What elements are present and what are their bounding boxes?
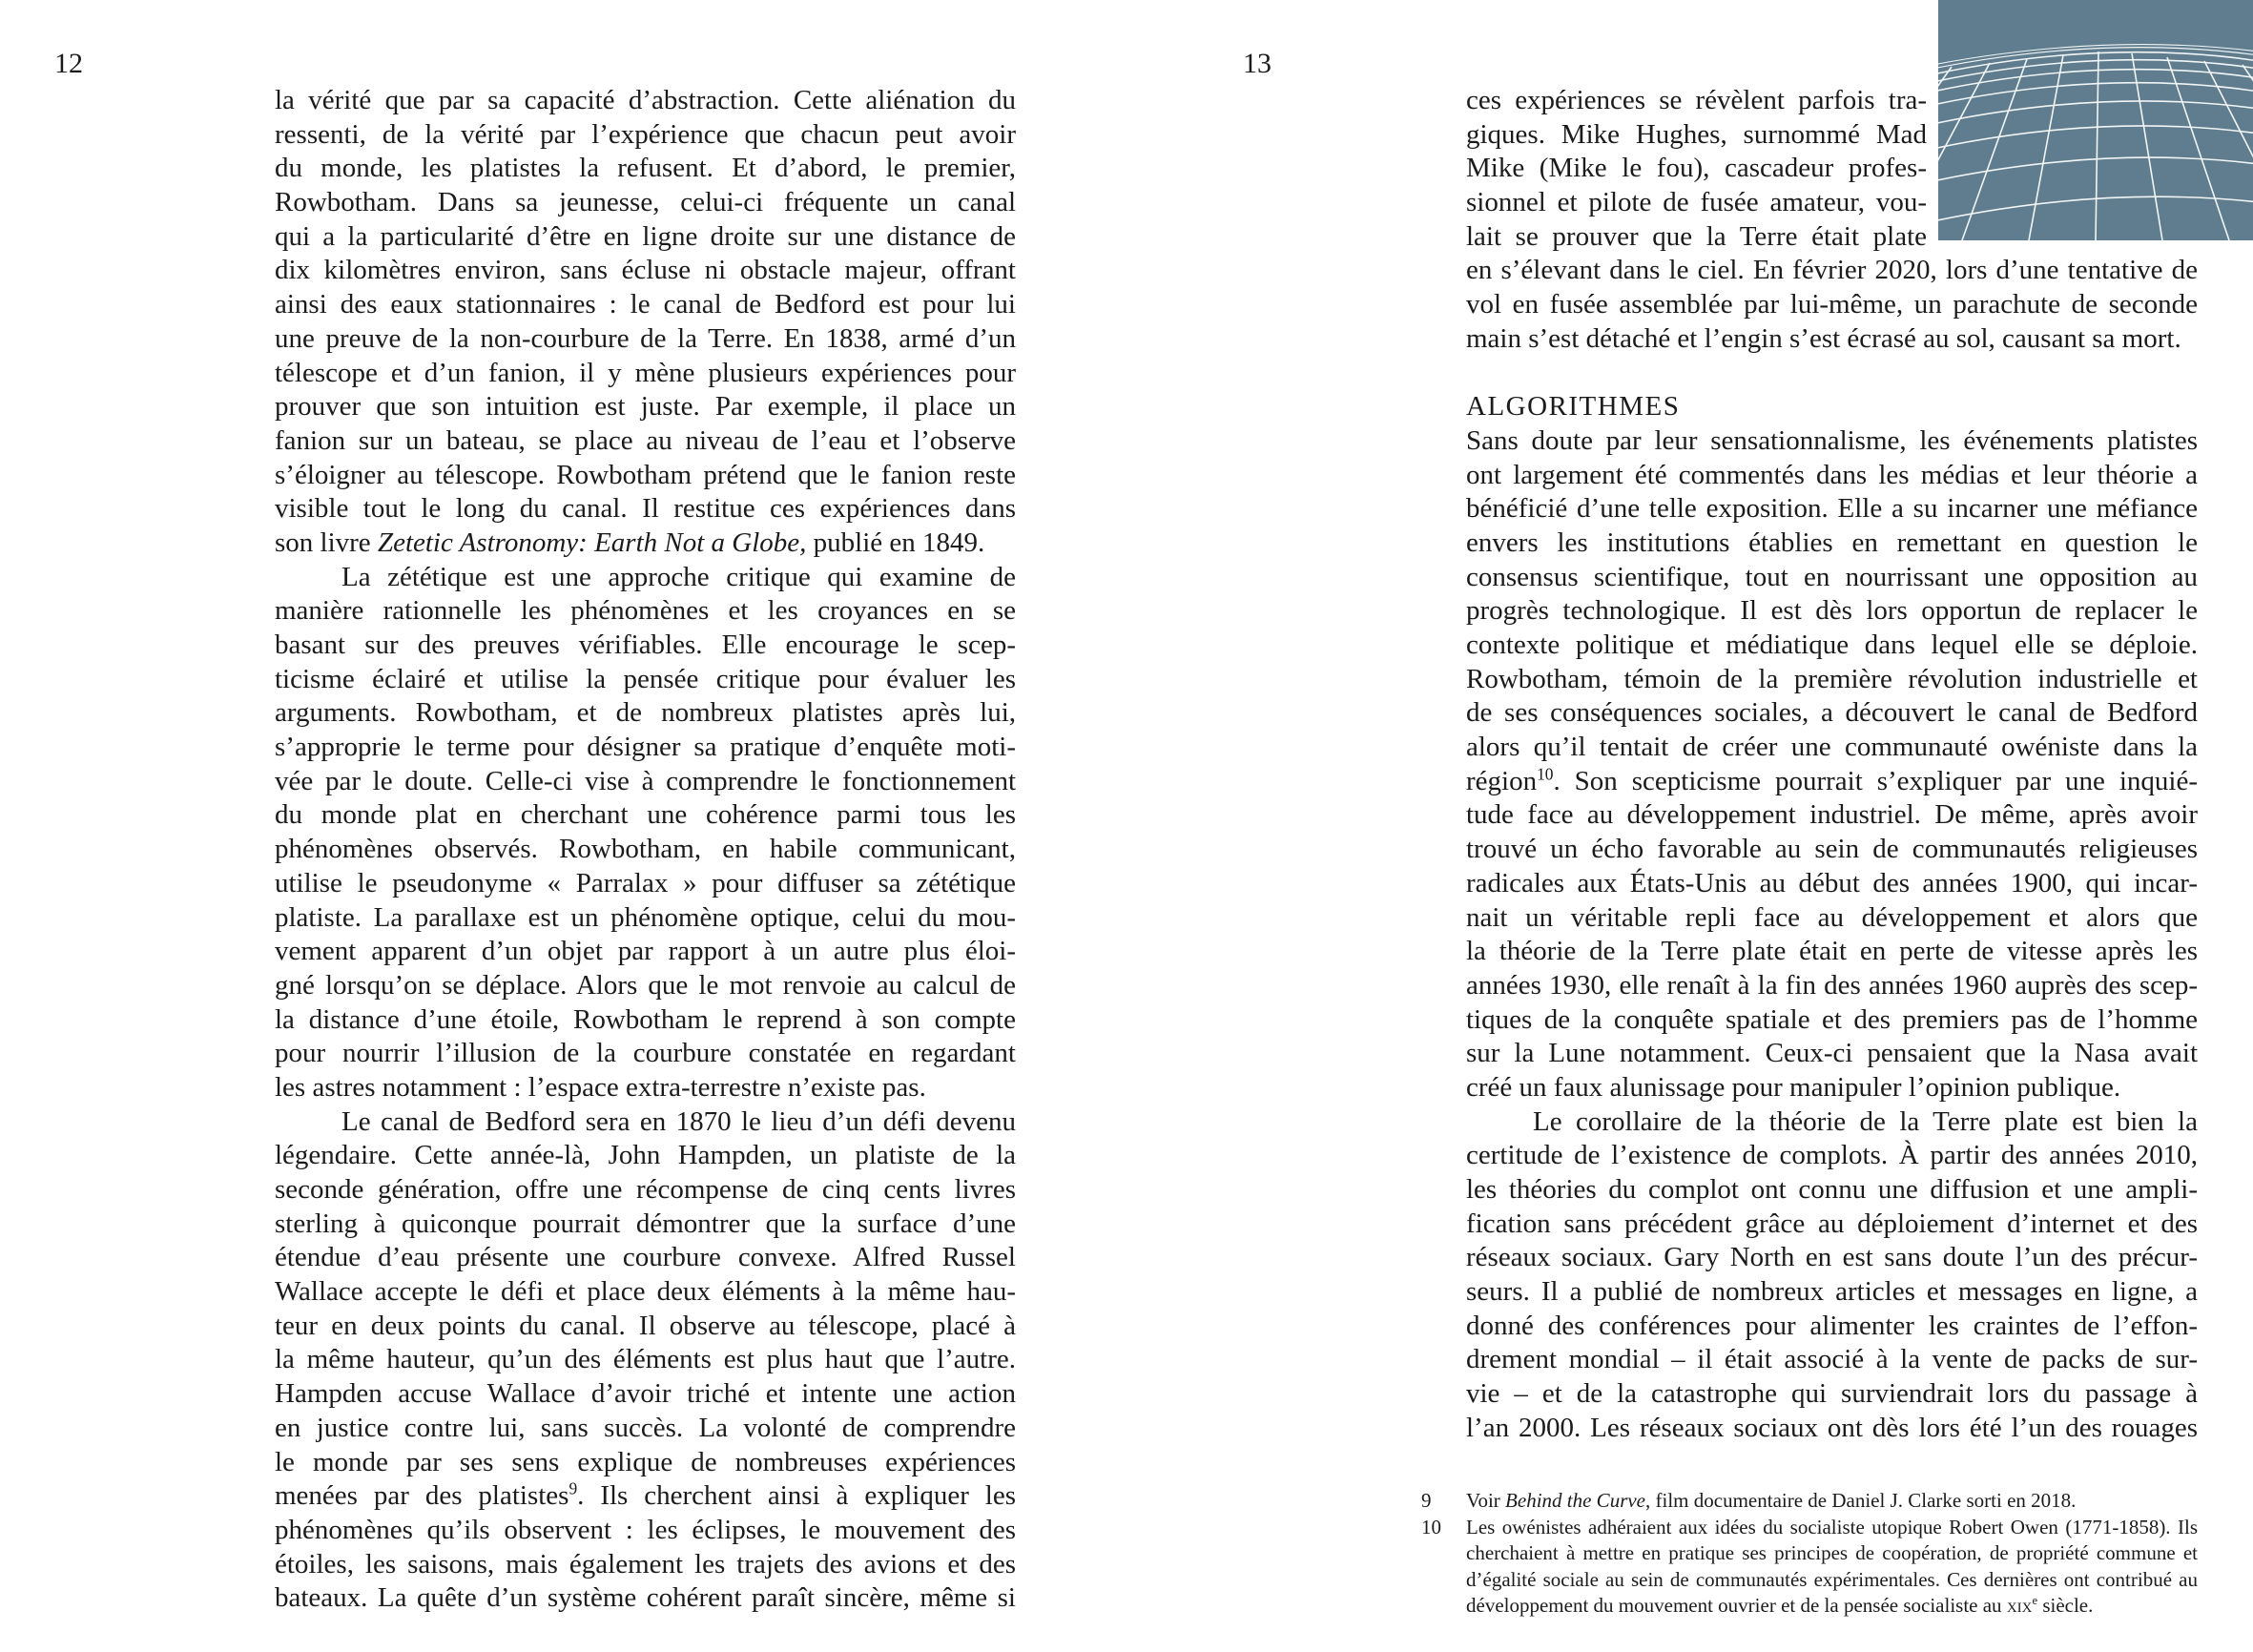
text-segment: Mike (Mike le fou), cascadeur profes- [1466, 153, 1927, 184]
text-line [275, 459, 1016, 493]
footnotes-block [1421, 1488, 2198, 1620]
text-line [1466, 1488, 2198, 1515]
text-line [275, 833, 1016, 867]
text-line [275, 765, 1016, 799]
text-segment: . Ils cherchent ainsi à expliquer les [577, 1480, 1016, 1512]
text-line [275, 84, 1016, 118]
text-line [275, 901, 1016, 936]
text-segment: qui a la particularité d’être en ligne droite sur une distance de [275, 220, 1016, 252]
body-paragraphs [1466, 424, 2198, 1446]
footnote-number: 9 [1421, 1489, 1432, 1512]
text-segment: seurs. Il a publié de nombreux articles et messages en ligne, a [1466, 1276, 2198, 1308]
text-segment: progrès technologique. Il est dès lors opportun de replacer le [1466, 595, 2198, 627]
text-segment: donné des conférences pour alimenter les craintes de l’effon- [1466, 1310, 2198, 1341]
text-segment: s’éloigner au télescope. Rowbotham prétend que le fanion reste [275, 459, 1016, 490]
text-line [1466, 1071, 2198, 1105]
section-heading: ALGORITHMES [1466, 391, 1681, 423]
text-segment: Le corollaire de la théorie de la Terre plate est bien la [1533, 1105, 2198, 1137]
text-line [275, 629, 1016, 663]
text-line [1466, 833, 2198, 867]
text-line [275, 390, 1016, 424]
text-segment: sionnel et pilote de fusée amateur, vou- [1466, 187, 1927, 218]
text-segment: vée par le doute. Celle-ci vise à comprendre le fonctionnement [275, 765, 1016, 796]
text-segment: alors qu’il tentait de créer une communauté owéniste dans la [1466, 732, 2198, 763]
text-line [1466, 1412, 2198, 1446]
text-segment: une preuve de la non-courbure de la Terre. En 1838, armé d’un [275, 322, 1016, 354]
footnote [1421, 1488, 2198, 1515]
text-segment: prouver que son intuition est juste. Par exemple, il place un [275, 391, 1016, 423]
text-line [275, 1037, 1016, 1071]
text-segment: Wallace accepte le défi et place deux éléments à la même hau- [275, 1276, 1016, 1308]
text-segment: cherchaient à mettre en pratique ses principes de coopération, de propriété commune et [1466, 1541, 2198, 1564]
text-segment: ces expériences se révèlent parfois tra- [1466, 85, 1927, 115]
text-line [1466, 254, 2198, 288]
text-line [1466, 1037, 2198, 1071]
text-segment: certitude de l’existence de complots. À partir des années 2010, [1466, 1140, 2198, 1171]
text-line [275, 1208, 1016, 1242]
text-line [1466, 629, 2198, 663]
text-line [275, 220, 1016, 255]
text-line [275, 867, 1016, 901]
text-segment: pour nourrir l’illusion de la courbure constatée en regardant [275, 1038, 1016, 1069]
text-line [1466, 969, 2198, 1003]
text-line [275, 254, 1016, 288]
text-segment: la même hauteur, qu’un des éléments est plus haut que l’autre. [275, 1344, 1016, 1375]
text-line [275, 1003, 1016, 1038]
text-segment: seconde génération, offre une récompense de cinq cents livres [275, 1174, 1016, 1205]
text-line [1466, 1593, 2198, 1620]
text-line [275, 1343, 1016, 1377]
left-page-text-column [275, 84, 1016, 1616]
text-segment: légendaire. Cette année-là, John Hampden, un platiste de la [275, 1140, 1016, 1171]
text-segment: menées par des platistes [275, 1480, 569, 1512]
text-segment: contexte politique et médiatique dans lequel elle se déploie. [1466, 630, 2198, 660]
text-segment: phénomènes observés. Rowbotham, en habile communicant, [275, 834, 1016, 865]
text-line [1466, 1515, 2198, 1541]
text-segment: siècle. [2037, 1594, 2094, 1617]
text-segment: fanion sur un bateau, se place au niveau de l’eau et l’observe [275, 424, 1016, 456]
text-segment: Voir [1466, 1489, 1506, 1512]
text-line [275, 492, 1016, 527]
text-segment: en s’élevant dans le ciel. En février 2020, lors d’une tentative de [1466, 255, 2198, 286]
text-segment: du monde plat en cherchant une cohérence parmi tous les [275, 799, 1016, 831]
text-segment: phénomènes qu’ils observent : les éclipses, le mouvement des [275, 1514, 1016, 1545]
text-segment: trouvé un écho favorable au sein de communautés religieuses [1466, 834, 2198, 865]
text-segment: étendue d’eau présente une courbure convexe. Alfred Russel [275, 1242, 1016, 1273]
text-line [275, 527, 1016, 561]
text-segment: étoiles, les saisons, mais également les trajets des avions et des [275, 1548, 1016, 1580]
text-segment: platiste. La parallaxe est un phénomène optique, celui du mou- [275, 901, 1016, 933]
text-segment: Sans doute par leur sensationnalisme, les événements platistes [1466, 424, 2198, 456]
text-line [1466, 1310, 2198, 1344]
text-line [275, 152, 1016, 186]
text-segment: tude face au développement industriel. De même, après avoir [1466, 799, 2198, 831]
text-segment: consensus scientifique, tout en nourrissant une opposition au [1466, 561, 2198, 592]
text-segment: vement apparent d’un objet par rapport à un autre plus éloi- [275, 936, 1016, 967]
text-line [1466, 935, 2198, 969]
text-line [1466, 459, 2198, 493]
text-line [1466, 84, 1927, 118]
text-segment: vie – et de la catastrophe qui surviendrait lors du passage à [1466, 1378, 2198, 1410]
text-segment: d’égalité sociale au sein de communautés expérimentales. Ces dernières ont contribué au [1466, 1567, 2198, 1591]
text-segment: visible tout le long du canal. Il restitue ces expériences dans [275, 493, 1016, 525]
text-segment: , film documentaire de Daniel J. Clarke sorti en 2018. [1645, 1489, 2077, 1512]
text-segment: Rowbotham, témoin de la première révolution industrielle et [1466, 663, 2198, 694]
text-segment: Zetetic Astronomy: Earth Not a Globe, [377, 527, 807, 558]
text-segment: publié en 1849. [806, 527, 985, 558]
text-segment: xix [2006, 1594, 2033, 1617]
text-segment: les théories du complot ont connu une diffusion et une ampli- [1466, 1174, 2198, 1205]
text-segment: . Son scepticisme pourrait s’expliquer par une inquié- [1553, 765, 2198, 796]
text-segment: e [2032, 1594, 2038, 1607]
text-segment: basant sur des preuves vérifiables. Elle encourage le scep- [275, 630, 1016, 660]
text-segment: bateaux. La quête d’un système cohérent paraît sincère, même si [275, 1582, 1016, 1614]
text-line [275, 288, 1016, 322]
text-line [275, 1581, 1016, 1616]
text-segment: La zététique est une approche critique qui examine de [341, 561, 1016, 592]
text-segment: arguments. Rowbotham, et de nombreux platistes après lui, [275, 697, 1016, 729]
text-line [275, 935, 1016, 969]
text-segment: sur la Lune notamment. Ceux-ci pensaient que la Nasa avait [1466, 1038, 2198, 1069]
text-line [275, 731, 1016, 765]
text-line [275, 424, 1016, 459]
text-segment: s’approprie le terme pour désigner sa pratique d’enquête moti- [275, 732, 1016, 763]
blank-line [1466, 357, 2198, 391]
text-line [1466, 322, 2198, 357]
text-segment: utilise le pseudonyme « Parralax » pour diffuser sa zététique [275, 867, 1016, 898]
text-line [275, 663, 1016, 697]
text-line [275, 322, 1016, 357]
text-segment: Hampden accuse Wallace d’avoir triché et intente une action [275, 1378, 1016, 1410]
text-line [1466, 186, 1927, 220]
right-page-text-column [1466, 84, 2198, 1446]
text-line [275, 1173, 1016, 1208]
text-segment: en justice contre lui, sans succès. La volonté de comprendre [275, 1412, 1016, 1443]
text-line [1466, 663, 2198, 697]
text-segment: de ses conséquences sociales, a découvert le canal de Bedford [1466, 697, 2198, 729]
text-segment: drement mondial – il était associé à la vente de packs de sur- [1466, 1344, 2198, 1375]
text-line [1466, 731, 2198, 765]
text-segment: ont largement été commentés dans les médias et leur théorie a [1466, 459, 2198, 490]
globe-grid-illustration [1938, 0, 2253, 240]
footnote-text [1466, 1488, 2198, 1515]
text-line [1466, 288, 2198, 322]
text-line [275, 594, 1016, 629]
text-line [275, 1377, 1016, 1412]
text-segment: dix kilomètres environ, sans écluse ni obstacle majeur, offrant [275, 255, 1016, 286]
text-segment: ressenti, de la vérité par l’expérience que chacun peut avoir [275, 118, 1016, 150]
text-segment: la vérité que par sa capacité d’abstraction. Cette aliénation du [275, 85, 1016, 115]
text-line [275, 969, 1016, 1003]
text-line [275, 1310, 1016, 1344]
text-segment: manière rationnelle les phénomènes et les croyances en se [275, 595, 1016, 627]
text-line [275, 1241, 1016, 1275]
text-line [275, 1412, 1016, 1446]
footnote-text [1466, 1515, 2198, 1620]
text-line [275, 1479, 1016, 1514]
text-segment: ticisme éclairé et utilise la pensée critique pour évaluer les [275, 663, 1016, 694]
text-line [275, 118, 1016, 153]
text-segment: les astres notamment : l’espace extra-terrestre n’existe pas. [275, 1071, 926, 1103]
text-segment: années 1930, elle renaît à la fin des années 1960 auprès des scep- [1466, 969, 2198, 1001]
text-segment: Rowbotham. Dans sa jeunesse, celui-ci fréquente un canal [275, 187, 1016, 218]
text-line [1466, 696, 2198, 731]
text-line [1466, 901, 2198, 936]
text-line [275, 1071, 1016, 1105]
text-segment: réseaux sociaux. Gary North en est sans doute l’un des précur- [1466, 1242, 2198, 1273]
text-line [1466, 1343, 2198, 1377]
text-segment: créé un faux alunissage pour manipuler l’opinion publique. [1466, 1071, 2121, 1103]
text-line [1466, 220, 1927, 255]
text-line [1466, 118, 1927, 153]
text-line [275, 1275, 1016, 1310]
text-line [275, 798, 1016, 833]
text-segment: l’an 2000. Les réseaux sociaux ont dès lors été l’un des rouages [1466, 1412, 2198, 1443]
page-number-right: 13 [1243, 48, 1271, 79]
text-segment: 10 [1537, 764, 1554, 784]
text-line [1466, 424, 2198, 459]
text-line [1466, 594, 2198, 629]
text-segment: région [1466, 765, 1538, 796]
text-line [1466, 1275, 2198, 1310]
text-segment: fication sans précédent grâce au déploiement d’internet et des [1466, 1208, 2198, 1239]
text-line [275, 1139, 1016, 1173]
text-segment: radicales aux États-Unis au début des années 1900, qui incar- [1466, 867, 2198, 898]
text-line [1466, 1139, 2198, 1173]
text-segment: la théorie de la Terre plate était en perte de vitesse après les [1466, 936, 2198, 967]
text-line [1466, 1208, 2198, 1242]
footnote-number: 10 [1421, 1515, 1441, 1538]
text-line [1466, 527, 2198, 561]
text-line [1466, 1377, 2198, 1412]
text-line [1466, 152, 1927, 186]
text-segment: sterling à quiconque pourrait démontrer que la surface d’une [275, 1208, 1016, 1239]
text-segment: Le canal de Bedford sera en 1870 le lieu d’un défi devenu [341, 1105, 1016, 1137]
text-line [1466, 798, 2198, 833]
text-segment: du monde, les platistes la refusent. Et d’abord, le premier, [275, 153, 1016, 184]
text-line [1466, 1540, 2198, 1567]
text-line [1466, 1567, 2198, 1594]
text-line [1466, 867, 2198, 901]
footnote [1421, 1515, 2198, 1620]
page-number-left: 12 [54, 48, 83, 79]
text-segment: télescope et d’un fanion, il y mène plusieurs expériences pour [275, 357, 1016, 388]
text-segment: tiques de la conquête spatiale et des premiers pas de l’homme [1466, 1003, 2198, 1035]
text-segment: bénéficié d’une telle exposition. Elle a su incarner une méfiance [1466, 493, 2198, 525]
text-segment: teur en deux points du canal. Il observe au télescope, placé à [275, 1310, 1016, 1341]
text-line [275, 1105, 1016, 1140]
text-segment: la distance d’une étoile, Rowbotham le reprend à son compte [275, 1003, 1016, 1035]
text-segment: envers les institutions établies en remettant en question le [1466, 527, 2198, 558]
text-line [1466, 1003, 2198, 1038]
text-segment: son livre [275, 527, 378, 558]
text-segment: le monde par ses sens explique de nombreuses expériences [275, 1446, 1016, 1477]
text-line [275, 1548, 1016, 1582]
text-line [275, 1446, 1016, 1480]
text-line [1466, 765, 2198, 799]
text-segment: main s’est détaché et l’engin s’est écrasé au sol, causant sa mort. [1466, 322, 2181, 354]
text-line [275, 561, 1016, 595]
text-line [1466, 561, 2198, 595]
text-line [1466, 1105, 2198, 1140]
text-segment: nait un véritable repli face au développement et alors que [1466, 901, 2198, 933]
text-segment: ainsi des eaux stationnaires : le canal de Bedford est pour lui [275, 289, 1016, 320]
text-line [275, 696, 1016, 731]
text-segment: 9 [568, 1478, 578, 1498]
text-segment: giques. Mike Hughes, surnommé Mad [1466, 118, 1927, 150]
text-line [1466, 1173, 2198, 1208]
text-segment: vol en fusée assemblée par lui-même, un parachute de seconde [1466, 289, 2198, 320]
text-line [1466, 492, 2198, 527]
text-segment: Les owénistes adhéraient aux idées du socialiste utopique Robert Owen (1771-1858). Ils [1466, 1515, 2198, 1538]
text-segment: développement du mouvement ouvrier et de la pensée socialiste au [1466, 1594, 2007, 1617]
text-line [1466, 1241, 2198, 1275]
text-segment: Behind the Curve [1505, 1489, 1646, 1512]
text-line [275, 357, 1016, 391]
text-line [275, 186, 1016, 220]
text-segment: gné lorsqu’on se déplace. Alors que le mot renvoie au calcul de [275, 969, 1016, 1001]
text-line [275, 1514, 1016, 1548]
text-segment: lait se prouver que la Terre était plate [1466, 220, 1927, 252]
